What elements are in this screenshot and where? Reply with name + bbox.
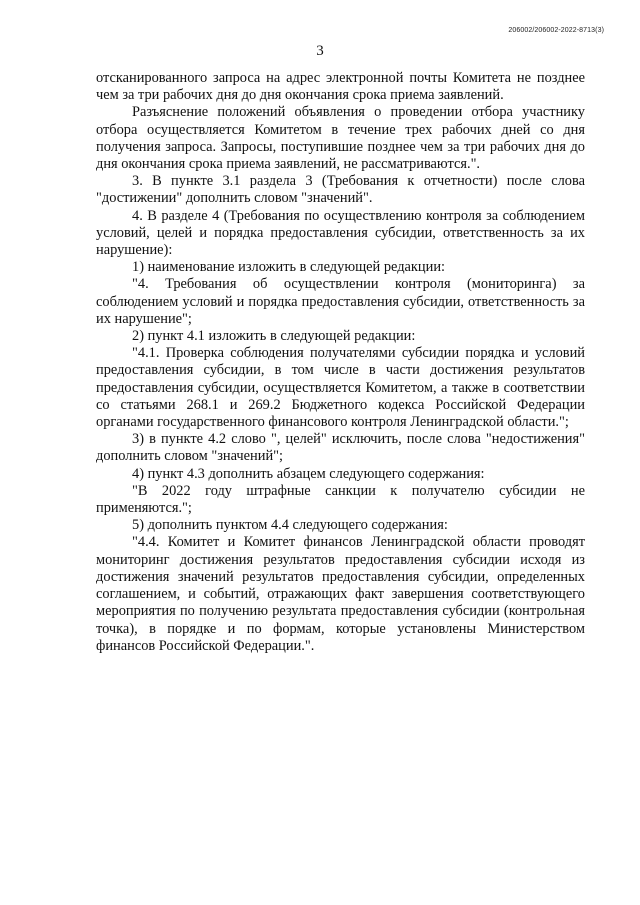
paragraph: 2) пункт 4.1 изложить в следующей редакции: [132, 328, 416, 345]
paragraph: "4. Требования об осуществлении контроля (мониторинга) за соблюдением условий и порядка предоставления субсидии, ответственность за их нарушение"; [96, 276, 585, 327]
paragraph: 3) в пункте 4.2 слово ", целей" исключить, после слова "недостижения" дополнить словом "значений"; [96, 431, 585, 465]
paragraph: 3. В пункте 3.1 раздела 3 (Требования к отчетности) после слова "достижении" дополнить словом "значений". [96, 173, 585, 207]
paragraph: "4.4. Комитет и Комитет финансов Ленинградской области проводят мониторинг достижения результатов предоставления субсидии исходя из достижения значений результатов предоставления субсидии, определенных соглашением, и событий, отражающих факт завершения соответствующего мероприятия по получению результата предоставления субсидии (контрольная точка), в порядке и по формам, которые установлены Министерством финансов Российской Федерации.". [96, 534, 585, 654]
paragraph: 4. В разделе 4 (Требования по осуществлению контроля за соблюдением условий, целей и порядка предоставления субсидии, ответственность за их нарушение): [96, 207, 585, 259]
document-id: 206002/206002-2022-8713(3) [508, 27, 604, 34]
paragraph: 5) дополнить пунктом 4.4 следующего содержания: [132, 517, 448, 534]
paragraph: "4.1. Проверка соблюдения получателями субсидии порядка и условий предоставления субсидии, в том числе в части достижения результатов предоставления субсидии, осуществляется Комитетом, а также в соответствии со статьями 268.1 и 269.2 Бюджетного кодекса Российской Федерации органами государственного финансового контроля Ленинградской области."; [96, 345, 585, 431]
page-number: 3 [316, 43, 324, 59]
paragraph: 4) пункт 4.3 дополнить абзацем следующего содержания: [132, 465, 485, 482]
paragraph: 1) наименование изложить в следующей редакции: [132, 259, 446, 276]
paragraph: Разъяснение положений объявления о проведении отбора участнику отбора осуществляется Комитетом в течение трех рабочих дней со дня получения запроса. Запросы, поступившие позднее чем за три рабочих дня до дня окончания срока приема заявлений, не рассматриваются.". [96, 104, 585, 173]
document-body [96, 70, 585, 655]
paragraph: отсканированного запроса на адрес электронной почты Комитета не позднее чем за три рабочих дня до дня окончания срока приема заявлений. [96, 70, 585, 104]
paragraph: "В 2022 году штрафные санкции к получателю субсидии не применяются."; [96, 482, 585, 517]
